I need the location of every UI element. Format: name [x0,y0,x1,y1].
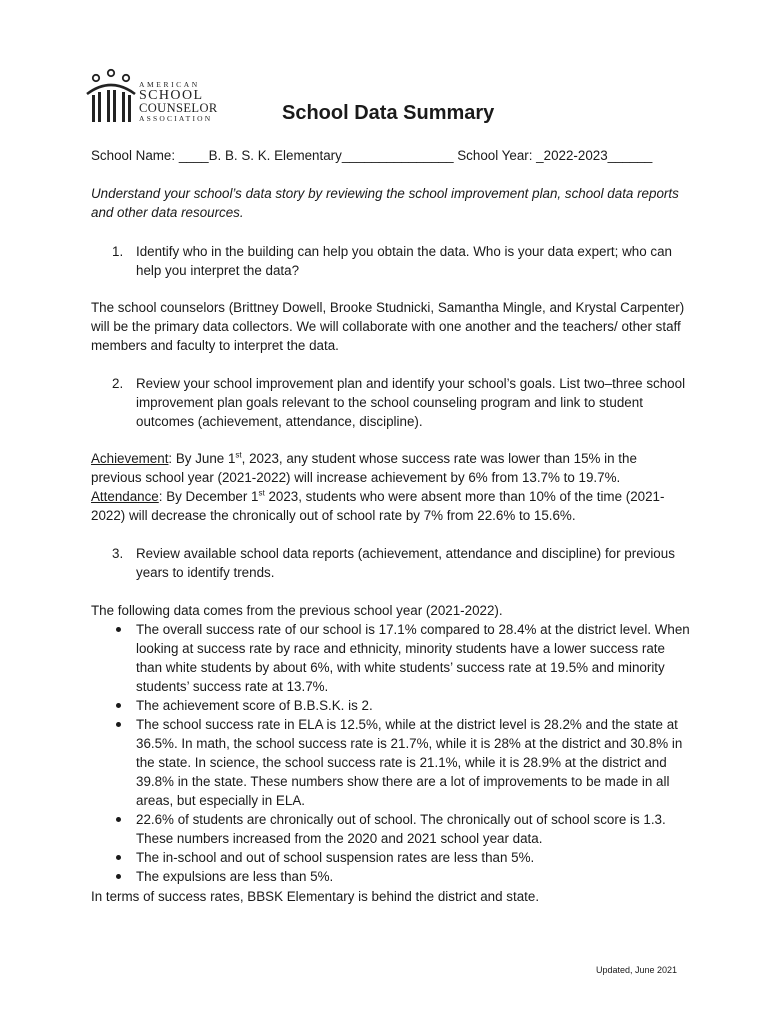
question-1 [91,242,691,280]
achievement-text-end: , 2023, any student whose success rate was lower than 15% in the previous school year (2021-2022) will increase achievement by 6% from 13.7% to 19.7%. [91,451,637,485]
logo-line-association: ASSOCIATION [139,114,213,123]
attendance-text-end: 2023, students who were absent more than 10% of the time (2021-2022) will decrease the chronically out of school rate by 7% from 22.6% to 15.6%. [91,489,665,523]
question-2-text: Review your school improvement plan and identify your school’s goals. List two–three school improvement plan goals relevant to the school counseling program and link to student outcomes (achievement, attendance, discipline). [136,376,686,429]
achievement-superscript: st [235,450,242,460]
asca-logo-icon [85,68,137,128]
bullet-item: The expulsions are less than 5%. [91,867,691,886]
question-3-number: 3. [112,546,124,561]
bullet-item: The school success rate in ELA is 12.5%, while at the district level is 28.2% and the state at 36.5%. In math, the school success rate is 21.7%, while it is 28% at the district and 30.8% in the state. In science, the school success rate is 21.1%, while it is 28.9% at the district and 39.8% in the state. These numbers show there are a lot of improvements to be made in all areas, but especially in ELA. [91,715,691,810]
bullet-item: 22.6% of students are chronically out of school. The chronically out of school score is 1.3. These numbers increased from the 2020 and 2021 school year data. [91,810,691,848]
attendance-text-start: : By December 1 [158,489,259,504]
question-2 [91,374,691,431]
attendance-label: Attendance [91,489,159,504]
logo-line-school: SCHOOL [139,88,204,103]
question-2-number: 2. [112,376,124,391]
achievement-goal [91,449,691,487]
data-intro-paragraph: The following data comes from the previous school year (2021-2022). [91,603,503,618]
question-1-number: 1. [112,244,124,259]
logo-wordmark [139,80,218,123]
answer-1-paragraph: The school counselors (Brittney Dowell, Brooke Studnicki, Samantha Mingle, and Krystal Carpenter) will be the primary data collectors. We will collaborate with one another and the teachers/ other staff members and faculty to interpret the data. [91,300,685,353]
intro-paragraph: Understand your school’s data story by reviewing the school improvement plan, school data reports and other data resources. [91,186,679,220]
asca-logo [85,68,225,128]
bullet-item: The in-school and out of school suspension rates are less than 5%. [91,848,691,867]
achievement-text-start: : By June 1 [168,451,236,466]
question-1-text: Identify who in the building can help you obtain the data. Who is your data expert; who can help you interpret the data? [136,244,672,278]
closing-paragraph: In terms of success rates, BBSK Elementary is behind the district and state. [91,889,540,904]
logo-line-counselor: COUNSELOR [139,101,218,115]
question-3 [91,544,691,582]
footer-updated-date: Updated, June 2021 [596,965,678,975]
page-title: School Data Summary [282,102,495,124]
bullet-item: The achievement score of B.B.S.K. is 2. [91,696,691,715]
school-info-line: School Name: ____B. B. S. K. Elementary_______________ School Year: _2022-2023______ [91,148,653,163]
question-3-text: Review available school data reports (achievement, attendance and discipline) for previous years to identify trends. [136,546,675,580]
attendance-goal [91,487,691,525]
bullet-item: The overall success rate of our school is 17.1% compared to 28.4% at the district level. When looking at success rate by race and ethnicity, minority students have a lower success rate than white students by about 6%, with white students’ success rate at 19.5% and minority students’ success rate at 13.7%. [91,620,691,696]
data-bullet-list [91,620,691,886]
achievement-label: Achievement [91,451,169,466]
logo-line-american: AMERICAN [139,80,200,89]
attendance-superscript: st [258,488,265,498]
